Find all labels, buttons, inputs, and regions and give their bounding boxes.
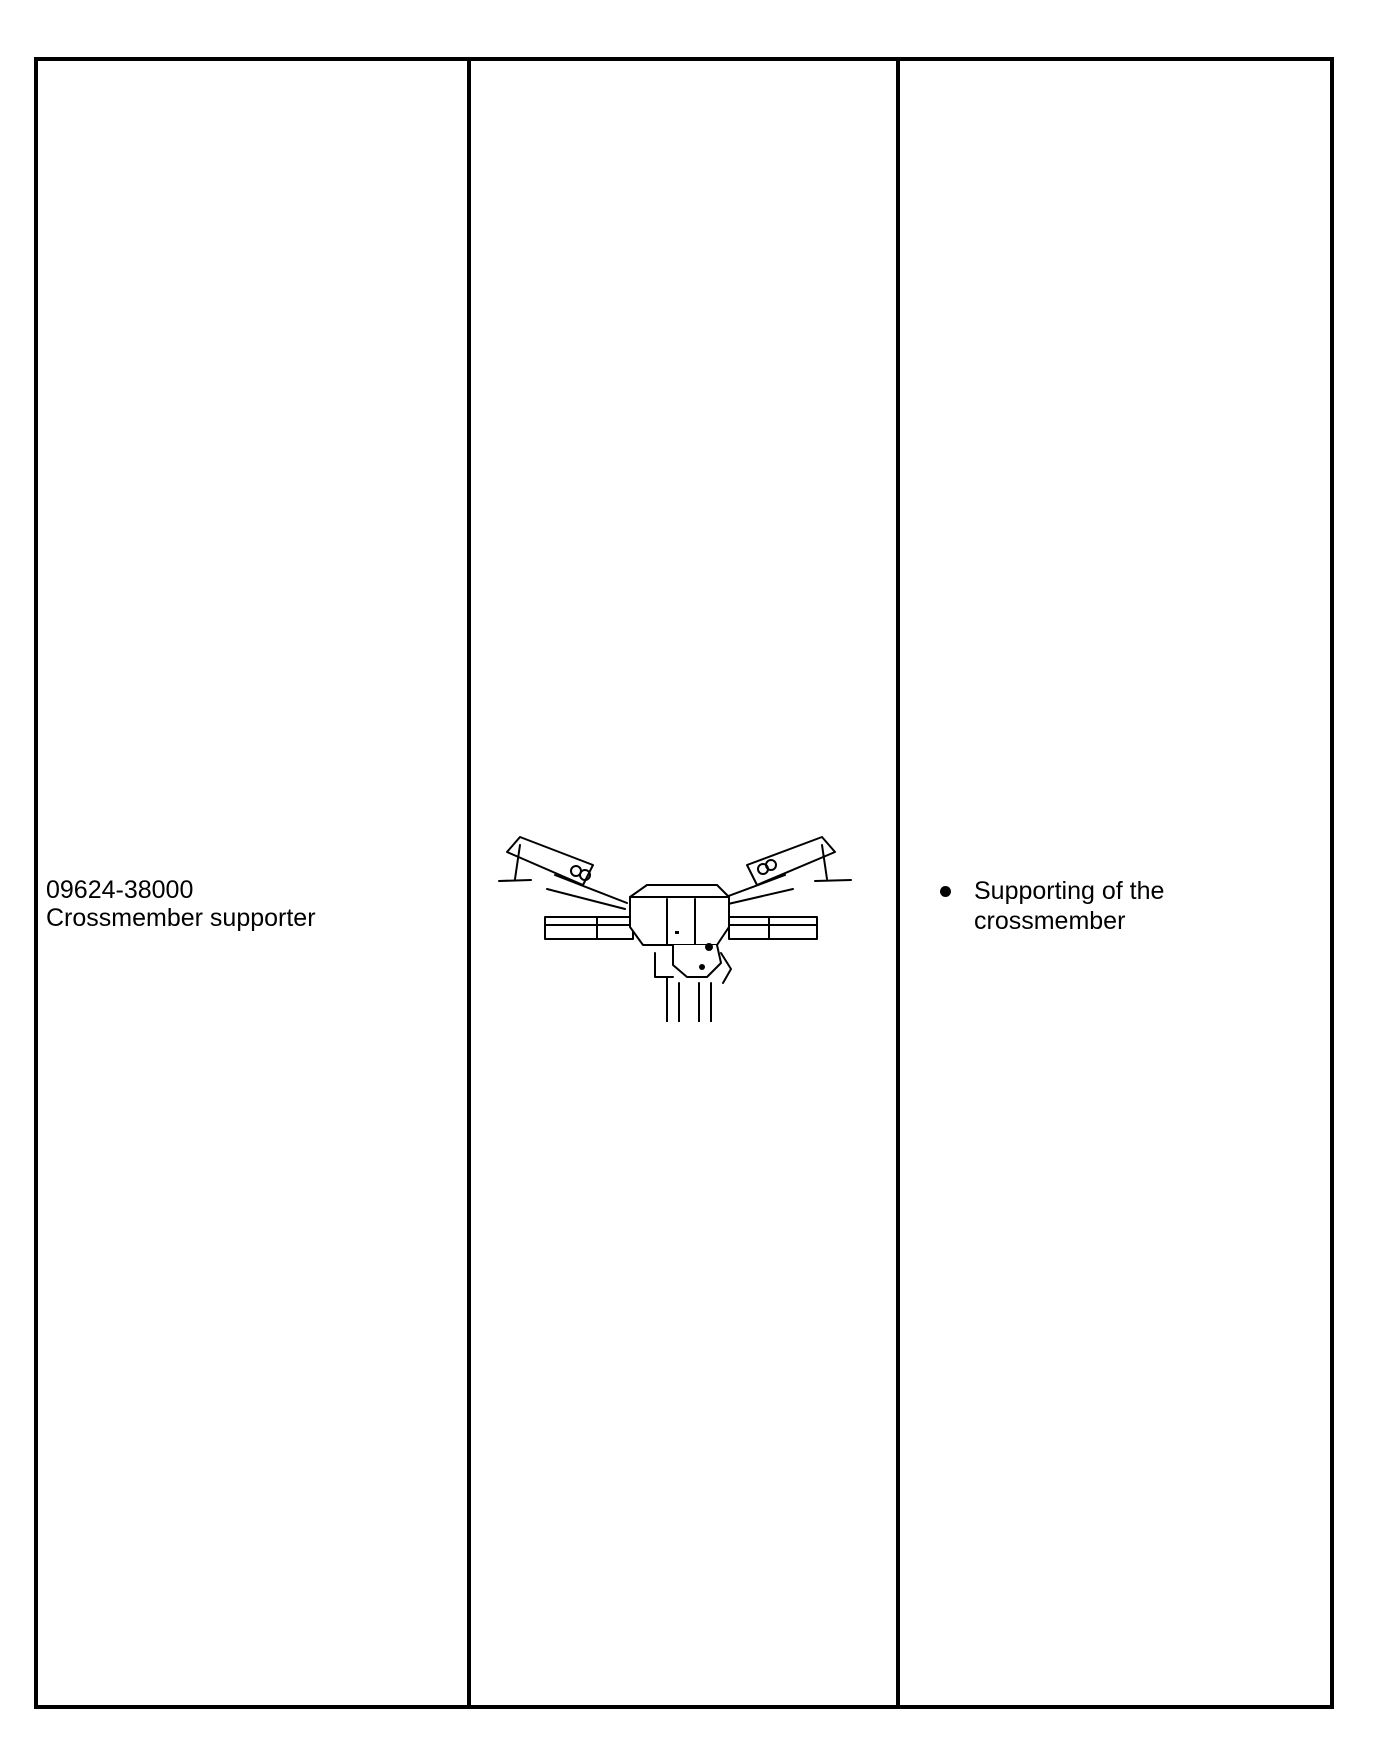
usage-list bbox=[940, 876, 1294, 936]
tool-usage-cell bbox=[900, 61, 1330, 1705]
special-tool-table bbox=[34, 57, 1334, 1709]
usage-item bbox=[974, 876, 1294, 936]
crossmember-supporter-illustration bbox=[485, 777, 885, 1022]
tool-illustration-cell bbox=[471, 61, 900, 1705]
tool-part-number: 09624-38000 bbox=[46, 876, 194, 904]
bullet-icon bbox=[940, 886, 951, 897]
tool-number-name-cell bbox=[38, 61, 471, 1705]
tool-identification bbox=[46, 876, 316, 932]
usage-text: Supporting of the crossmember bbox=[974, 877, 1165, 935]
tool-name: Crossmember supporter bbox=[46, 904, 316, 932]
